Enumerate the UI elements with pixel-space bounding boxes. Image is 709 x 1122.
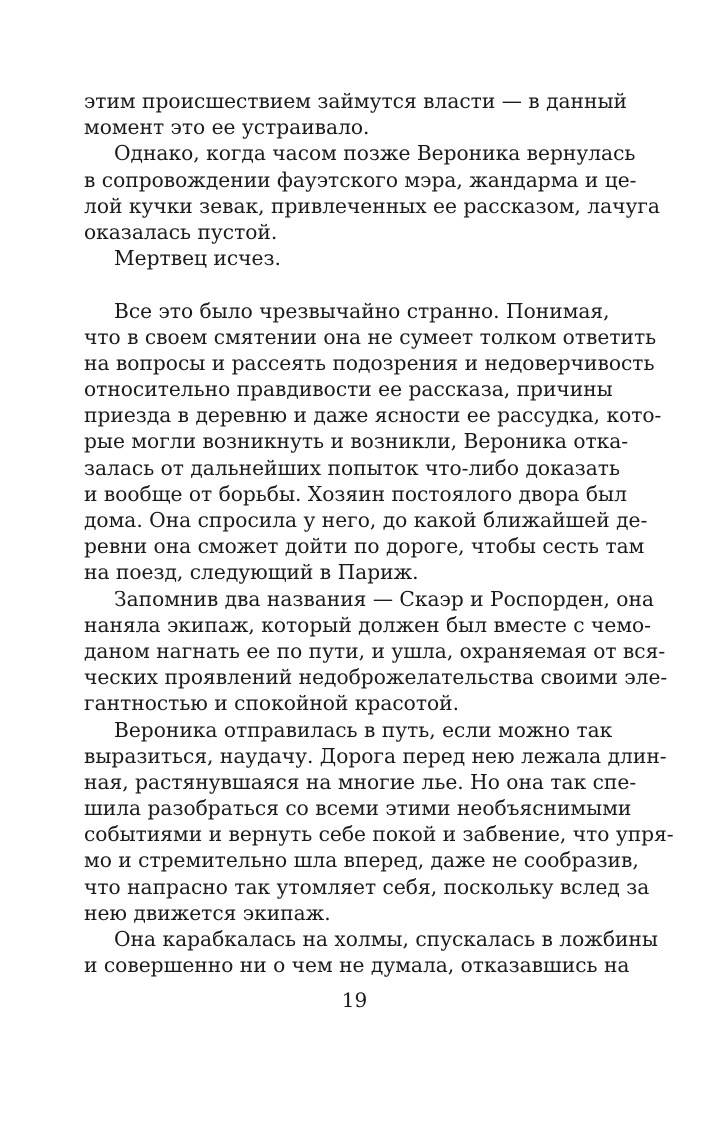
- text-line: событиями и вернуть себе покой и забвение, что упря-: [84, 822, 674, 847]
- paragraph: [84, 586, 668, 717]
- section-break: [84, 271, 586, 297]
- text-line: что в своем смятении она не сумеет толком ответить: [84, 324, 657, 349]
- text-line: выразиться, наудачу. Дорога перед нею лежала длин-: [84, 743, 667, 768]
- text-line: и вообще от борьбы. Хозяин постоялого двора был: [84, 481, 627, 506]
- text-line: Все это было чрезвычайно странно. Понимая,: [114, 298, 610, 323]
- text-line: на поезд, следующий в Париж.: [84, 560, 419, 585]
- text-line: ная, растянувшаяся на многие лье. Но она так спе-: [84, 769, 637, 794]
- paragraph: [84, 140, 660, 245]
- text-line: Однако, когда часом позже Вероника вернулась: [114, 141, 636, 166]
- page-number: 19: [341, 988, 368, 1012]
- body-text: [84, 88, 674, 978]
- text-line: даном нагнать ее по пути, и ушла, охраняемая от вся-: [84, 638, 666, 663]
- paragraph: [84, 717, 674, 927]
- text-line: момент это ее устраивало.: [84, 115, 370, 140]
- text-line: мо и стремительно шла вперед, даже не сообразив,: [84, 848, 639, 873]
- paragraph: [84, 926, 658, 978]
- text-line: относительно правдивости ее рассказа, причины: [84, 377, 613, 402]
- paragraph: [84, 88, 627, 140]
- text-line: что напрасно так утомляет себя, поскольку вслед за: [84, 874, 650, 899]
- text-line: шила разобраться со всеми этими необъяснимыми: [84, 796, 632, 821]
- text-line: Вероника отправилась в путь, если можно так: [114, 717, 613, 742]
- text-line: наняла экипаж, который должен был вместе с чемо-: [84, 612, 651, 637]
- text-line: рые могли возникнуть и возникли, Вероника отка-: [84, 429, 629, 454]
- text-line: залась от дальнейших попыток что-либо доказать: [84, 455, 620, 480]
- text-line: лой кучки зевак, привлеченных ее рассказом, лачуга: [84, 193, 660, 218]
- text-line: и совершенно ни о чем не думала, отказавшись на: [84, 953, 630, 978]
- text-line: гантностью и спокойной красотой.: [84, 691, 460, 716]
- text-line: ческих проявлений недоброжелательства своими эле-: [84, 665, 668, 690]
- text-line: дома. Она спросила у него, до какой ближайшей де-: [84, 508, 648, 532]
- paragraph: [84, 298, 662, 586]
- text-line: приезда в деревню и даже ясности ее рассудка, кото-: [84, 403, 662, 428]
- text-line: в сопровождении фауэтского мэра, жандарма и це-: [84, 167, 637, 192]
- text-line: ревни она сможет дойти по дороге, чтобы сесть там: [84, 534, 645, 559]
- text-line: оказалась пустой.: [84, 219, 278, 244]
- text-line: Мертвец исчез.: [114, 246, 281, 271]
- text-line: нею движется экипаж.: [84, 900, 331, 925]
- paragraph: [84, 245, 586, 271]
- text-line: на вопросы и рассеять подозрения и недоверчивость: [84, 350, 655, 375]
- text-line: Запомнив два названия — Скаэр и Роспорден, она: [114, 586, 654, 611]
- text-line: Она карабкалась на холмы, спускалась в ложбины: [114, 927, 658, 951]
- text-line: этим происшествием займутся власти — в данный: [84, 89, 627, 113]
